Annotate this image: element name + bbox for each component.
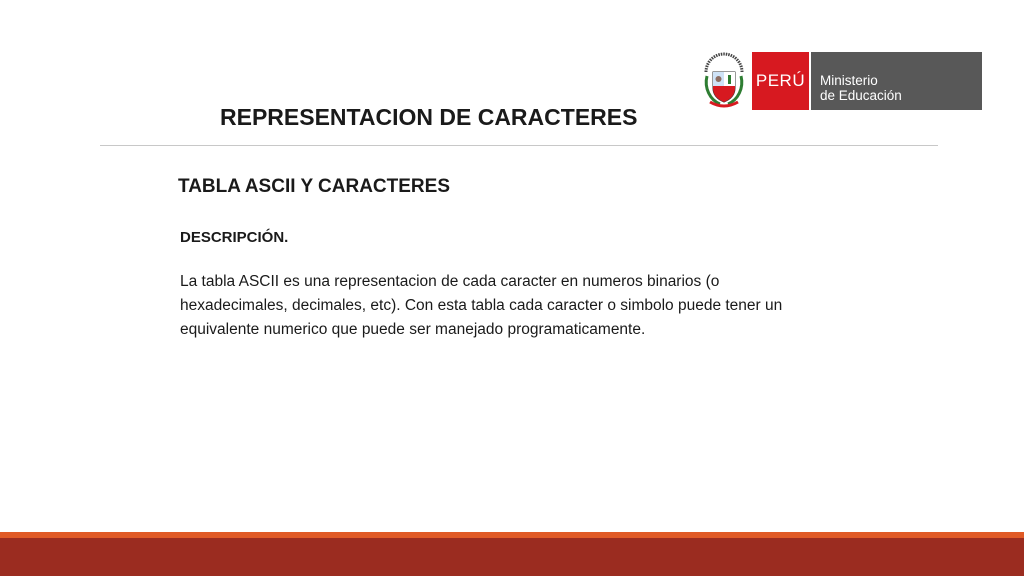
country-label: PERÚ bbox=[755, 71, 806, 90]
description-paragraph: La tabla ASCII es una representacion de cada caracter en numeros binarios (o hexadecimales, decimales, etc). Con esta tabla cada caracter o simbolo puede tener un equivalente numerico que puede ser manejado programaticamente. bbox=[180, 273, 783, 338]
peru-coat-of-arms-icon bbox=[700, 52, 748, 110]
ministry-line-2: de Educación bbox=[820, 88, 902, 103]
country-badge bbox=[752, 52, 809, 110]
slide-title: REPRESENTACION DE CARACTERES bbox=[220, 104, 638, 130]
footer-bar bbox=[0, 538, 1024, 576]
ministry-badge bbox=[811, 52, 982, 110]
minedu-logo bbox=[700, 52, 982, 110]
description-label: DESCRIPCIÓN. bbox=[180, 229, 289, 246]
section-subtitle: TABLA ASCII Y CARACTERES bbox=[178, 176, 451, 197]
ministry-line-1: Ministerio bbox=[820, 73, 878, 88]
title-divider bbox=[100, 145, 938, 146]
